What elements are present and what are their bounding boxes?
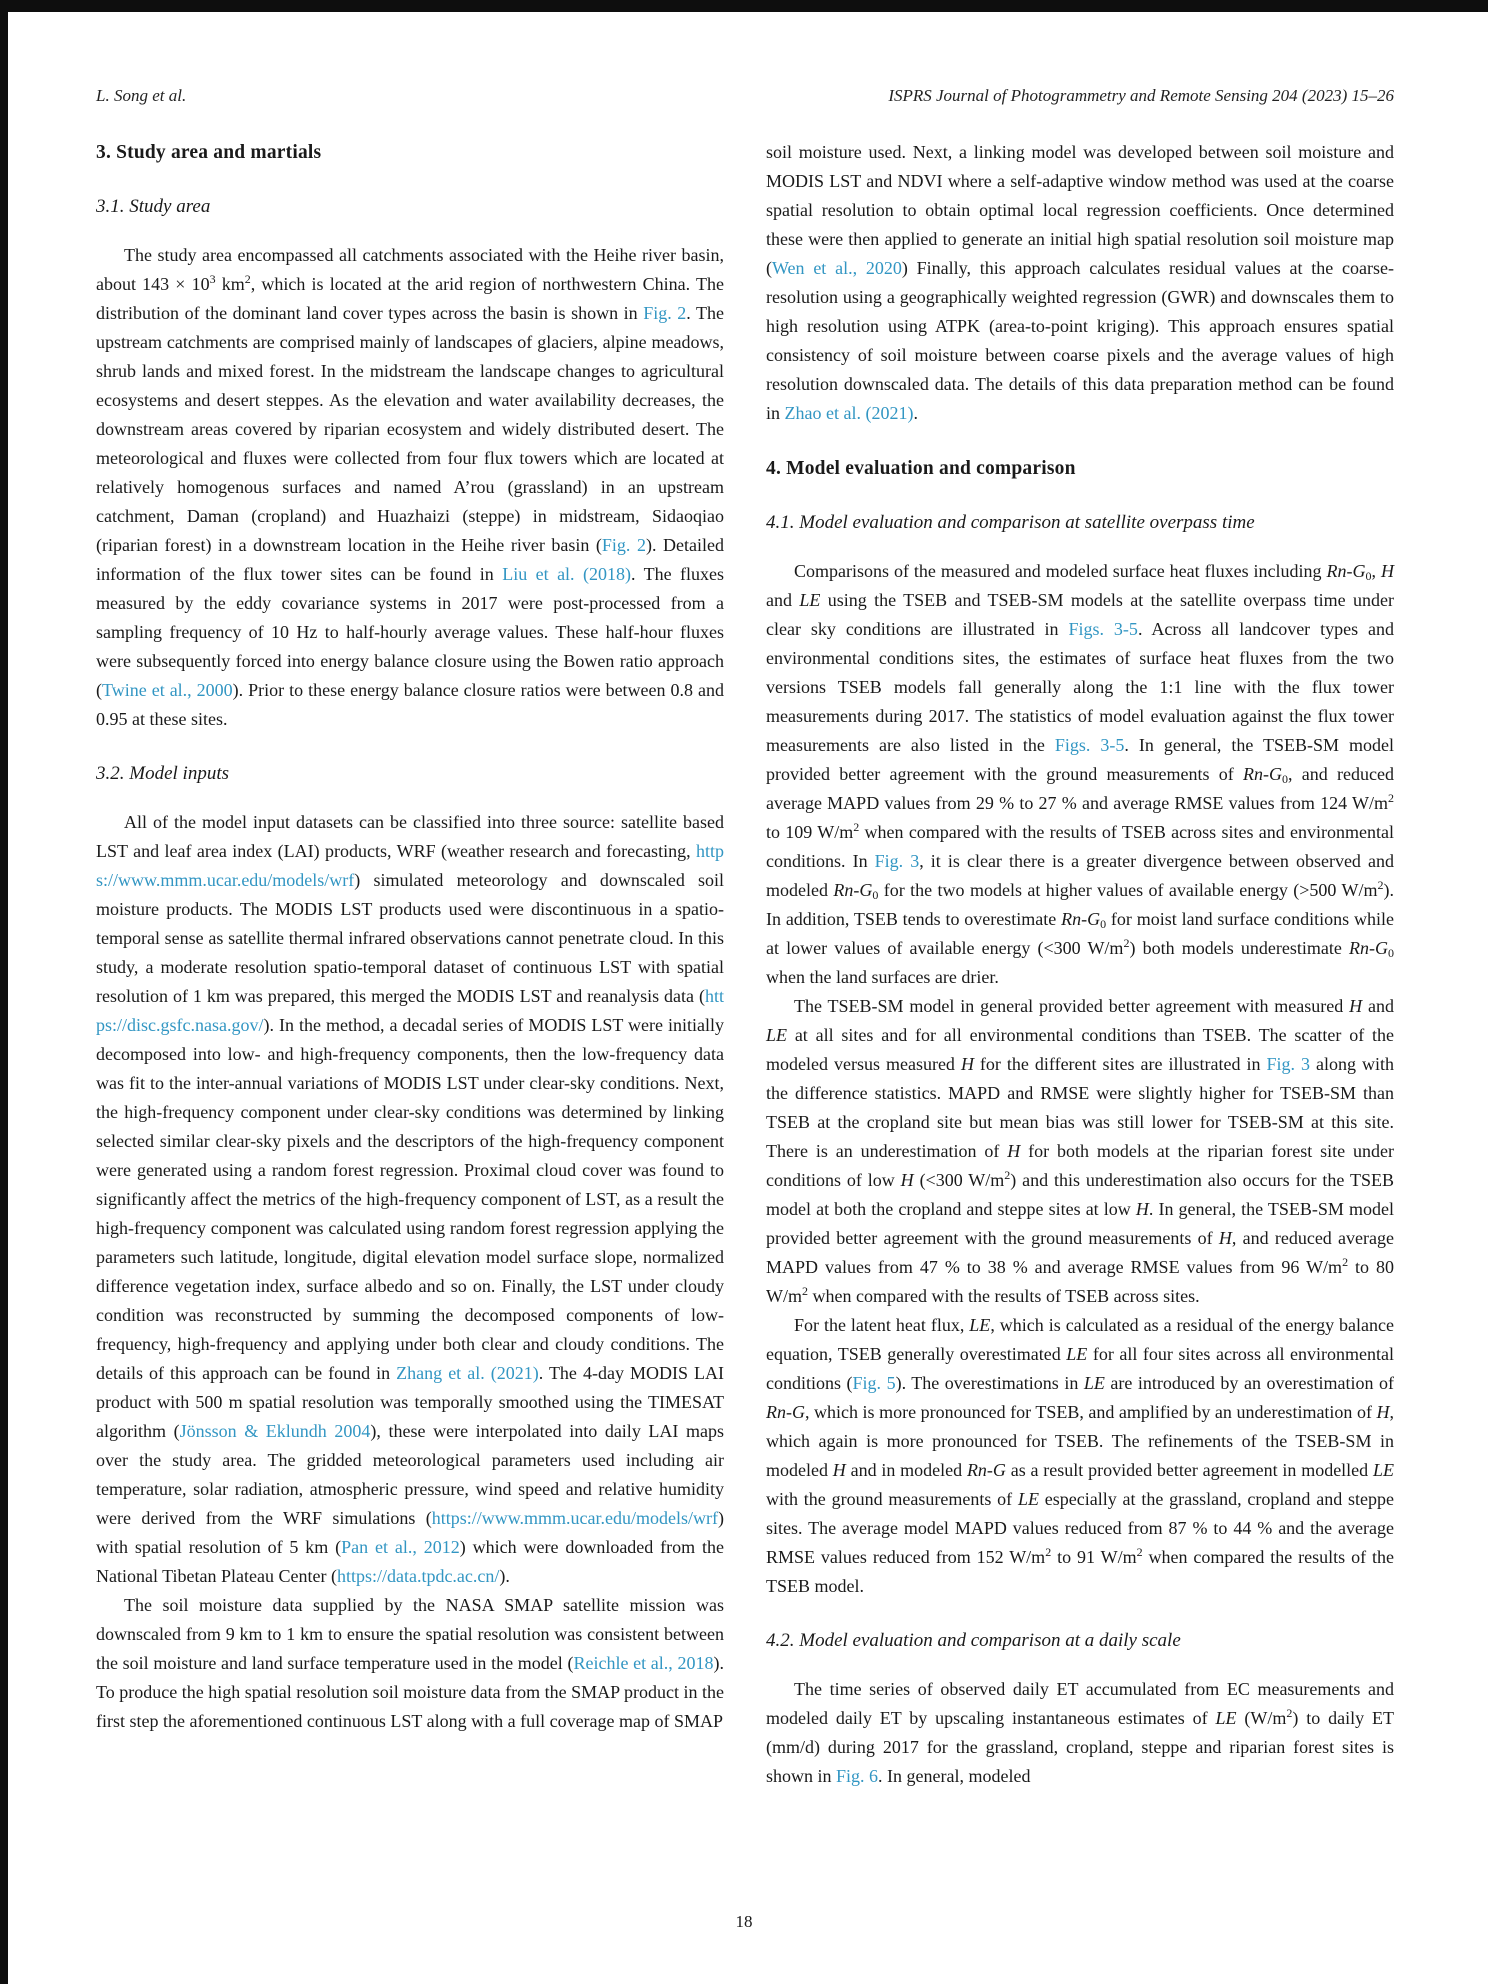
text-run: , which is more pronounced for TSEB, and amplified by an underestimation of — [805, 1402, 1377, 1422]
text-run: for both models at the riparian forest site under conditions of low — [766, 1141, 1394, 1190]
page-edge-top — [0, 0, 1488, 12]
text-run: to 80 W/m — [766, 1257, 1394, 1306]
superscript: 2 — [1388, 791, 1394, 805]
text-run: ), these were interpolated into daily LAI maps over the study area. The gridded meteorological parameters used including air temperature, solar radiation, atmospheric pressure, wind speed and relative humidity were derived from the WRF simulations ( — [96, 1421, 724, 1528]
text-run: ) and this underestimation also occurs for the TSEB model at both the cropland and steppe sites at low — [766, 1170, 1394, 1219]
citation-link[interactable]: Fig. 3 — [1266, 1054, 1310, 1074]
italic-term: Rn-G — [1349, 938, 1388, 958]
section-heading: 3. Study area and martials — [96, 142, 322, 163]
text-run: as a result provided better agreement in modelled — [1005, 1460, 1373, 1480]
italic-term: LE — [969, 1315, 991, 1335]
page-edge-left — [0, 0, 8, 1984]
text-run: when compared with the results of TSEB across sites. — [808, 1286, 1200, 1306]
superscript: 2 — [244, 272, 251, 286]
citation-link[interactable]: Figs. 3-5 — [1054, 735, 1125, 755]
superscript: 2 — [1136, 1545, 1143, 1559]
italic-term: Rn-G — [1061, 909, 1101, 929]
paragraph — [766, 557, 1394, 992]
text-run: for the two models at higher values of available energy (>500 W/m — [878, 880, 1378, 900]
text-run: when the land surfaces are drier. — [766, 967, 999, 987]
italic-term: H — [1218, 1228, 1232, 1248]
text-run: ) with spatial resolution of 5 km ( — [96, 1508, 724, 1557]
text-run: . The 4-day MODIS LAI product with 500 m spatial resolution was temporally smoothed using the TIMESAT algorithm ( — [96, 1363, 725, 1441]
italic-term: Rn-G — [1243, 764, 1283, 784]
text-run: to 91 W/m — [1051, 1547, 1137, 1567]
paragraph — [766, 1311, 1394, 1601]
text-run: For the latent heat flux, — [794, 1315, 970, 1335]
text-run: along with the difference statistics. MAPD and RMSE were slightly higher for TSEB-SM than TSEB at the cropland site but mean bias was still lower for TSEB-SM at this site. There is an underestimation of — [766, 1054, 1394, 1161]
text-run: , and reduced average MAPD values from 47 % to 38 % and average RMSE values from 96 W/m — [766, 1228, 1395, 1277]
text-run: The soil moisture data supplied by the NASA SMAP satellite mission was downscaled from 9 km to 1 km to ensure the spatial resolution was consistent between the soil moisture and land surface temperature used in the model ( — [96, 1595, 724, 1673]
citation-link[interactable]: Liu et al. (2018) — [502, 564, 631, 584]
superscript: 2 — [853, 820, 860, 834]
text-run: and — [1362, 996, 1394, 1016]
text-run: ). The overestimations in — [895, 1373, 1084, 1393]
url-link[interactable]: https://www.mmm.ucar.edu/models/wrf — [96, 841, 724, 890]
italic-term: LE — [799, 590, 821, 610]
citation-link[interactable]: Figs. 3-5 — [1068, 619, 1138, 639]
citation-link[interactable]: Pan et al., 2012 — [341, 1537, 460, 1557]
text-run: ) to daily ET (mm/d) during 2017 for the grassland, cropland, steppe and riparian forest sites is shown in — [766, 1708, 1394, 1786]
url-link[interactable]: https://www.mmm.ucar.edu/models/wrf — [431, 1508, 718, 1528]
header-author: L. Song et al. — [96, 86, 187, 105]
text-run: ) both models underestimate — [1129, 938, 1349, 958]
text-run: , which is located at the arid region of northwestern China. The distribution of the dominant land cover types across the basin is shown in — [96, 274, 724, 323]
italic-term: LE — [1017, 1489, 1039, 1509]
italic-term: Rn-G — [1326, 561, 1366, 581]
text-run: ) which were downloaded from the National Tibetan Plateau Center ( — [96, 1537, 725, 1586]
text-run: to 109 W/m — [766, 822, 854, 842]
subsection-heading: 4.2. Model evaluation and comparison at a daily scale — [766, 1630, 1181, 1651]
text-run: when compared the results of the TSEB model. — [766, 1547, 1394, 1596]
citation-link[interactable]: Jönsson & Eklundh 2004 — [179, 1421, 371, 1441]
page-number: 18 — [735, 1912, 753, 1931]
subsection-heading: 3.1. Study area — [96, 196, 211, 217]
text-run: (<300 W/m — [913, 1170, 1005, 1190]
section-heading: 4. Model evaluation and comparison — [766, 458, 1076, 479]
superscript: 2 — [1286, 1706, 1293, 1720]
citation-link[interactable]: Fig. 6 — [836, 1766, 879, 1786]
italic-term: Rn-G — [833, 880, 873, 900]
text-run: ). — [499, 1566, 510, 1586]
superscript: 3 — [209, 272, 216, 286]
text-run: The study area encompassed all catchments associated with the Heihe river basin, about 143 × 10 — [96, 245, 724, 294]
superscript: 2 — [1004, 1168, 1011, 1182]
text-run: (W/m — [1236, 1708, 1287, 1728]
right-column — [766, 138, 1394, 1791]
subscript: 0 — [1282, 772, 1289, 786]
text-run: All of the model input datasets can be classified into three source: satellite based LST and leaf area index (LAI) products, WRF (weather research and forecasting, — [96, 812, 724, 861]
text-run: , — [1371, 561, 1381, 581]
text-run: and — [766, 590, 800, 610]
text-run: ) Finally, this approach calculates residual values at the coarse-resolution using a geographically weighted regression (GWR) and downscales them to high resolution using ATPK (area-to-point kriging). This approach ensures spatial consistency of soil moisture between coarse pixels and the average values of high resolution downscaled data. The details of this data preparation method can be found in — [766, 258, 1395, 423]
subscript: 0 — [872, 888, 879, 902]
header-journal: ISPRS Journal of Photogrammetry and Remote Sensing 204 (2023) 15–26 — [888, 86, 1394, 105]
italic-term: H — [1376, 1402, 1390, 1422]
text-run: ). In addition, TSEB tends to overestimate — [766, 880, 1394, 929]
subscript: 0 — [1100, 917, 1107, 931]
superscript: 2 — [802, 1284, 808, 1298]
italic-term: Rn-G — [766, 1402, 805, 1422]
text-run: . — [913, 403, 918, 423]
citation-link[interactable]: Fig. 2 — [643, 303, 687, 323]
text-run: when compared with the results of TSEB across sites and environmental conditions. In — [766, 822, 1394, 871]
superscript: 2 — [1123, 936, 1130, 950]
text-run: The time series of observed daily ET accumulated from EC measurements and modeled daily ET by upscaling instantaneous estimates of — [766, 1679, 1394, 1728]
paragraph — [766, 992, 1394, 1311]
citation-link[interactable]: Fig. 3 — [874, 851, 920, 871]
citation-link[interactable]: Reichle et al., 2018 — [573, 1653, 714, 1673]
italic-term: LE — [1083, 1373, 1105, 1393]
text-run: ). Prior to these energy balance closure ratios were between 0.8 and 0.95 at these sites. — [96, 680, 724, 729]
superscript: 2 — [1045, 1545, 1052, 1559]
url-link[interactable]: https://disc.gsfc.nasa.gov/ — [96, 986, 724, 1035]
paragraph — [766, 1675, 1394, 1791]
subscript: 0 — [1365, 569, 1372, 583]
text-run: , and reduced average MAPD values from 29 % to 27 % and average RMSE values from 124 W/m — [766, 764, 1395, 813]
subscript: 0 — [1388, 946, 1394, 960]
italic-term: H — [832, 1460, 846, 1480]
text-run: at all sites and for all environmental conditions than TSEB. The scatter of the modeled versus measured — [766, 1025, 1394, 1074]
text-run: . The fluxes measured by the eddy covariance systems in 2017 were post-processed from a sampling frequency of 10 Hz to half-hourly average values. These half-hour fluxes were subsequently forced into energy balance closure using the Bowen ratio approach ( — [96, 564, 724, 700]
text-run: ). To produce the high spatial resolution soil moisture data from the SMAP product in the first step the aforementioned continuous LST along with a full coverage map of SMAP — [96, 1653, 724, 1731]
citation-link[interactable]: Zhang et al. (2021) — [396, 1363, 539, 1383]
paragraph — [96, 1591, 724, 1736]
italic-term: H — [1349, 996, 1363, 1016]
italic-term: Rn-G — [966, 1460, 1006, 1480]
text-run: . Across all landcover types and environmental conditions sites, the estimates of surface heat fluxes from the two versions TSEB models fall generally along the 1:1 line with the flux tower measurements during 2017. The statistics of model evaluation against the flux tower measurements are also listed in the — [766, 619, 1395, 755]
text-run: ). In the method, a decadal series of MODIS LST were initially decomposed into low- and high-frequency components, then the low-frequency data was fit to the inter-annual variations of MODIS LST under clear-sky conditions. Next, the high-frequency component under clear-sky conditions was determined by linking selected similar clear-sky pixels and the descriptors of the high-frequency component were generated using a random forest regression. Proximal cloud cover was found to significantly affect the metrics of the high-frequency component of LST, as a result the high-frequency component was calculated using random forest regression applying the parameters such latitude, longitude, digital elevation model surface slope, normalized difference vegetation index, surface albedo and so on. Finally, the LST under cloudy condition was reconstructed by summing the decomposed components of low-frequency, high-frequency and applying under both clear and cloudy conditions. The details of this approach can be found in — [96, 1015, 724, 1383]
text-run: using the TSEB and TSEB-SM models at the satellite overpass time under clear sky conditions are illustrated in — [766, 590, 1394, 639]
text-run: . In general, the TSEB-SM model provided better agreement with the ground measurements of — [766, 735, 1395, 784]
url-link[interactable]: https://data.tpdc.ac.cn/ — [336, 1566, 500, 1586]
italic-term: H — [1135, 1199, 1149, 1219]
text-run: and in modeled — [845, 1460, 967, 1480]
text-run: soil moisture used. Next, a linking model was developed between soil moisture and MODIS LST and NDVI where a self-adaptive window method was used at the coarse spatial resolution to obtain optimal local regression coefficients. Once determined these were then applied to generate an initial high spatial resolution soil moisture map ( — [766, 142, 1394, 278]
left-column — [96, 138, 724, 1736]
italic-term: LE — [1372, 1460, 1394, 1480]
citation-link[interactable]: Fig. 2 — [601, 535, 646, 555]
text-run: for all four sites across all environmental conditions ( — [766, 1344, 1394, 1393]
paragraph — [96, 241, 724, 734]
running-header — [96, 86, 1394, 106]
text-run: km — [215, 274, 245, 294]
italic-term: H — [900, 1170, 914, 1190]
citation-link[interactable]: Wen et al., 2020 — [772, 258, 902, 278]
text-run: ). Detailed information of the flux tower sites can be found in — [96, 535, 725, 584]
citation-link[interactable]: Twine et al., 2000 — [102, 680, 233, 700]
text-run: . The upstream catchments are comprised mainly of landscapes of glaciers, alpine meadows, shrub lands and mixed forest. In the midstream the landscape changes to agricultural ecosystems and desert steppes. As the elevation and water availability decreases, the downstream areas covered by riparian ecosystem and widely distributed desert. The meteorological and fluxes were collected from four flux towers which are located at relatively homogenous surfaces and named A’rou (grassland) in an upstream catchment, Daman (cropland) and Huazhaizi (steppe) in midstream, Sidaoqiao (riparian forest) in a downstream location in the Heihe river basin ( — [96, 303, 724, 555]
text-run: , it is clear there is a greater divergence between observed and modeled — [766, 851, 1394, 900]
citation-link[interactable]: Fig. 5 — [852, 1373, 896, 1393]
italic-term: H — [1007, 1141, 1021, 1161]
italic-term: LE — [766, 1025, 788, 1045]
subsection-heading: 4.1. Model evaluation and comparison at satellite overpass time — [766, 512, 1255, 533]
text-run: Comparisons of the measured and modeled surface heat fluxes including — [794, 561, 1327, 581]
text-run: for moist land surface conditions while at lower values of available energy (<300 W/m — [766, 909, 1394, 958]
text-run: are introduced by an overestimation of — [1104, 1373, 1394, 1393]
text-run: . In general, the TSEB-SM model provided better agreement with the ground measurements of — [766, 1199, 1394, 1248]
paragraph — [766, 138, 1394, 428]
citation-link[interactable]: Zhao et al. (2021) — [784, 403, 914, 423]
text-run: with the ground measurements of — [766, 1489, 1018, 1509]
text-run: especially at the grassland, cropland and steppe sites. The average model MAPD values reduced from 87 % to 44 % and the average RMSE values reduced from 152 W/m — [766, 1489, 1394, 1567]
text-run: for the different sites are illustrated in — [973, 1054, 1267, 1074]
italic-term: LE — [1215, 1708, 1237, 1728]
superscript: 2 — [1377, 878, 1384, 892]
italic-term: H — [960, 1054, 974, 1074]
paragraph — [96, 808, 724, 1591]
text-run: , which again is more pronounced for TSEB. The refinements of the TSEB-SM in modeled — [766, 1402, 1394, 1480]
italic-term: H — [1381, 561, 1394, 581]
subsection-heading: 3.2. Model inputs — [96, 763, 229, 784]
text-run: . In general, modeled — [878, 1766, 1031, 1786]
text-run: , which is calculated as a residual of the energy balance equation, TSEB generally overestimated — [766, 1315, 1394, 1364]
superscript: 2 — [1342, 1255, 1349, 1269]
text-run: ) simulated meteorology and downscaled soil moisture products. The MODIS LST products used were discontinuous in a spatio-temporal sense as satellite thermal infrared observations cannot penetrate cloud. In this study, a moderate resolution spatio-temporal dataset of continuous LST with spatial resolution of 1 km was prepared, this merged the MODIS LST and reanalysis data ( — [96, 870, 724, 1006]
text-run: The TSEB-SM model in general provided better agreement with measured — [794, 996, 1350, 1016]
italic-term: LE — [1066, 1344, 1088, 1364]
